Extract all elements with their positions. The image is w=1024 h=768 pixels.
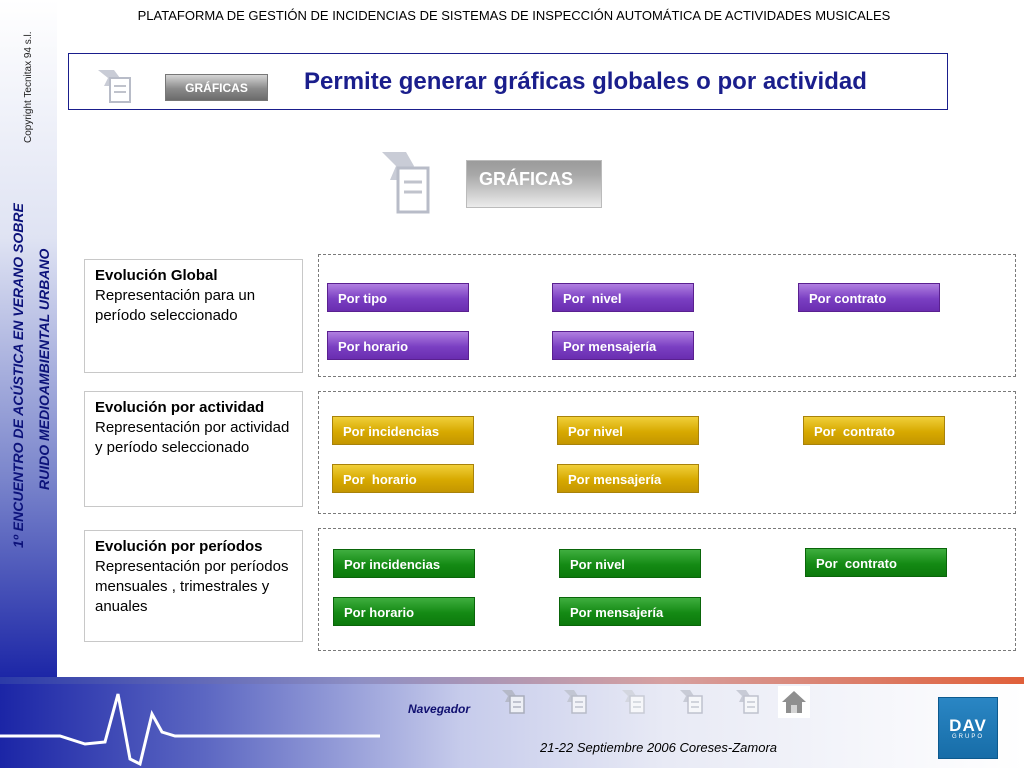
option-button[interactable]: Por contrato xyxy=(803,416,945,445)
section-text: Representación por períodos mensuales , trimestrales y anuales xyxy=(95,558,289,615)
option-button[interactable]: Por nivel xyxy=(557,416,699,445)
option-button[interactable]: Por contrato xyxy=(798,283,940,312)
section-global-options xyxy=(318,254,1016,377)
option-button[interactable]: Por horario xyxy=(327,331,469,360)
section-title: Evolución por períodos xyxy=(95,538,263,555)
nav-doc-icon[interactable] xyxy=(620,688,650,716)
section-activity-options xyxy=(318,391,1016,514)
home-icon xyxy=(778,686,810,718)
section-global-description xyxy=(84,259,303,373)
option-button[interactable]: Por contrato xyxy=(805,548,947,577)
section-activity-description xyxy=(84,391,303,507)
nav-home-button[interactable] xyxy=(778,686,810,718)
navigator-label: Navegador xyxy=(408,702,471,716)
logo-subtext: GRUPO xyxy=(951,734,984,740)
section-text: Representación para un período seleccionado xyxy=(95,287,256,324)
graphs-doc-icon xyxy=(96,68,136,104)
event-title-line1: 1º ENCUENTRO DE ACÚSTICA EN VERANO SOBRE xyxy=(10,203,26,548)
option-button[interactable]: Por horario xyxy=(332,464,474,493)
option-button[interactable]: Por mensajería xyxy=(559,597,701,626)
section-text: Representación por actividad y período seleccionado xyxy=(95,419,290,456)
sidebar xyxy=(0,0,57,680)
section-title: Evolución Global xyxy=(95,267,218,284)
sound-wave-icon xyxy=(0,684,380,768)
copyright-text: Copyright Tecnitax 94 s.l. xyxy=(23,31,34,143)
nav-doc-icon[interactable] xyxy=(678,688,708,716)
option-button[interactable]: Por incidencias xyxy=(332,416,474,445)
section-periods-options xyxy=(318,528,1016,651)
dav-logo xyxy=(938,697,998,759)
platform-title: PLATAFORMA DE GESTIÓN DE INCIDENCIAS DE SISTEMAS DE INSPECCIÓN AUTOMÁTICA DE ACTIVIDADES MUSICALES xyxy=(137,8,891,23)
central-doc-icon xyxy=(380,150,434,216)
header-graphs-button[interactable]: GRÁFICAS xyxy=(165,74,268,101)
option-button[interactable]: Por nivel xyxy=(552,283,694,312)
option-button[interactable]: Por tipo xyxy=(327,283,469,312)
page-heading: Permite generar gráficas globales o por actividad xyxy=(304,68,867,95)
nav-doc-icon[interactable] xyxy=(562,688,592,716)
section-periods-description xyxy=(84,530,303,642)
option-button[interactable]: Por mensajería xyxy=(557,464,699,493)
option-button[interactable]: Por horario xyxy=(333,597,475,626)
option-button[interactable]: Por nivel xyxy=(559,549,701,578)
section-title: Evolución por actividad xyxy=(95,399,265,416)
central-graphs-button[interactable]: GRÁFICAS xyxy=(466,160,602,208)
nav-doc-icon[interactable] xyxy=(734,688,764,716)
event-date: 21-22 Septiembre 2006 Coreses-Zamora xyxy=(540,740,778,755)
nav-doc-icon[interactable] xyxy=(500,688,530,716)
option-button[interactable]: Por mensajería xyxy=(552,331,694,360)
logo-text: DAV xyxy=(949,716,987,735)
option-button[interactable]: Por incidencias xyxy=(333,549,475,578)
event-title-line2: RUIDO MEDIOAMBIENTAL URBANO xyxy=(36,248,52,490)
footer-divider xyxy=(0,677,1024,684)
